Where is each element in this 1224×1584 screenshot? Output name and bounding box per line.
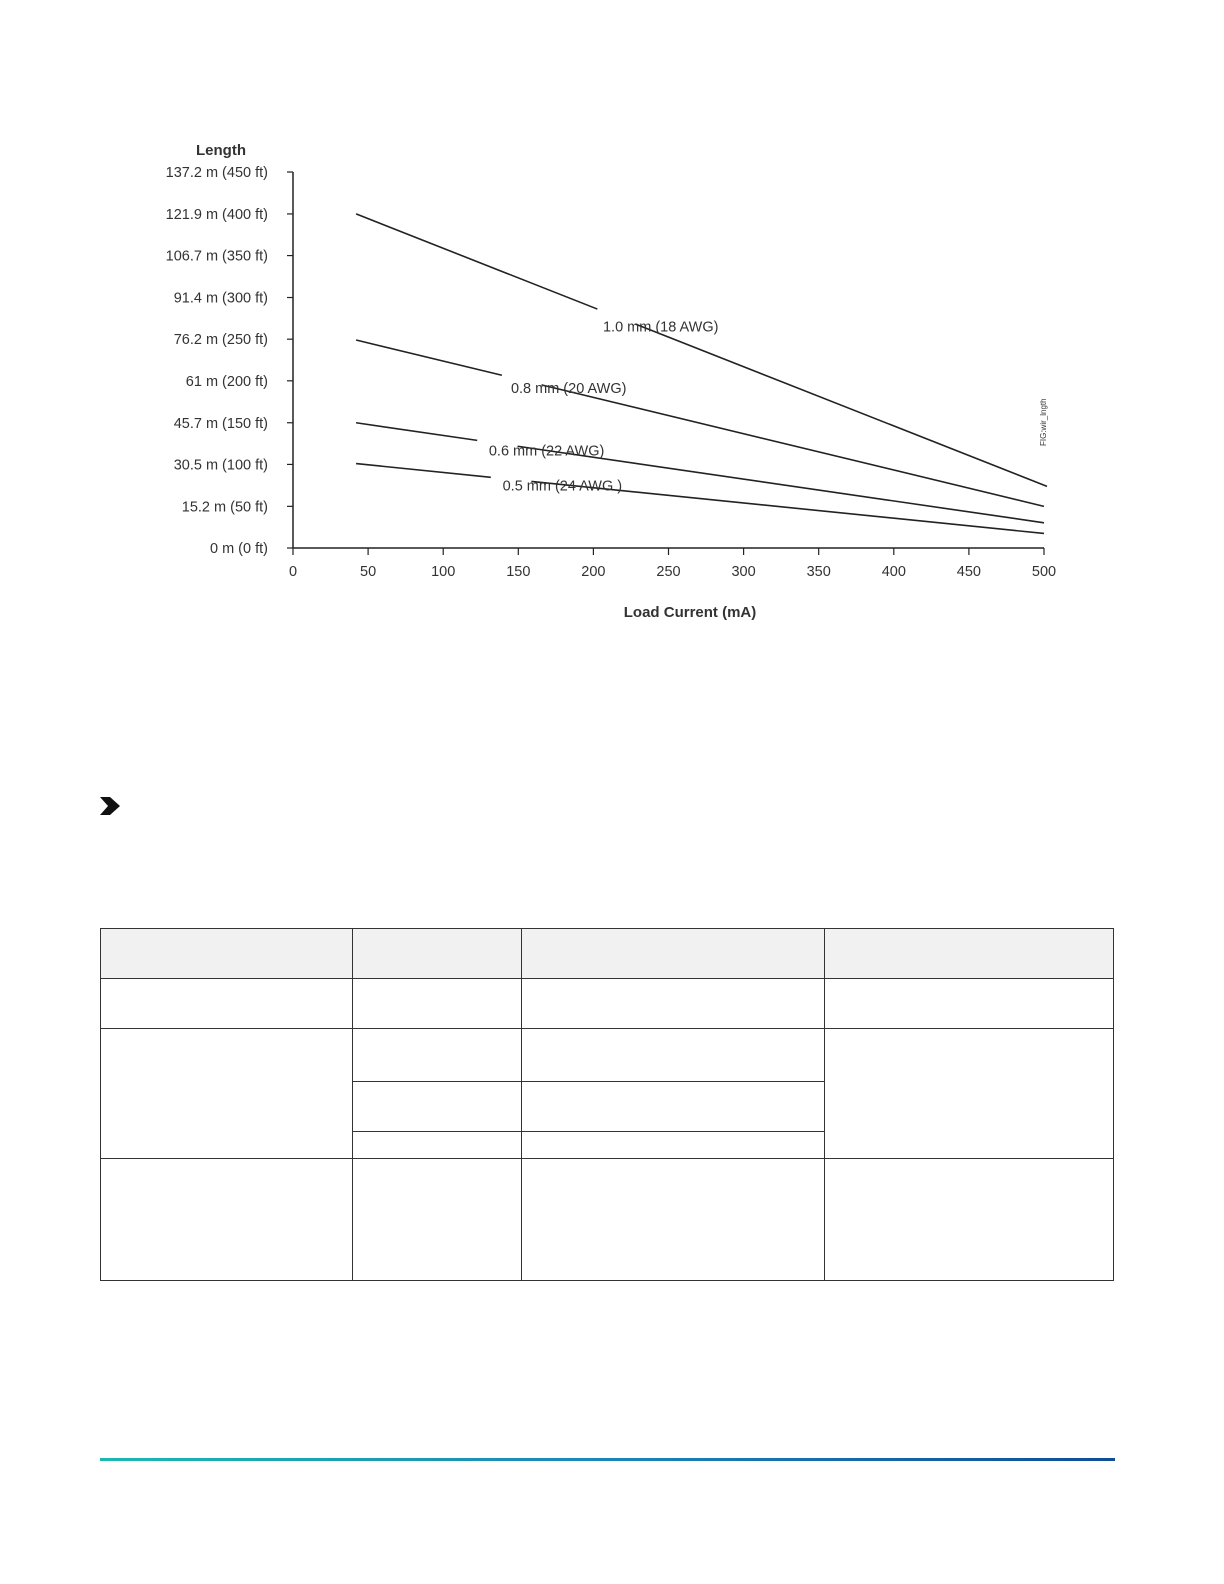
footer-rule [100, 1458, 1115, 1461]
x-tick-label: 100 [431, 564, 456, 580]
x-tick-label: 150 [506, 564, 531, 580]
chart-series [356, 214, 1047, 534]
table-cell [522, 1132, 825, 1159]
y-axis-title: Length [196, 142, 246, 159]
spec-table [100, 928, 1114, 1281]
table-cell [825, 1029, 1114, 1159]
table-cell [825, 1159, 1114, 1281]
y-tick-label: 0 m (0 ft) [209, 541, 268, 557]
x-tick-label: 200 [581, 564, 606, 580]
series-label: 0.5 mm (24 AWG ) [502, 478, 623, 495]
wire-length-chart [0, 0, 1224, 640]
header-cell [825, 929, 1114, 979]
series-line [356, 340, 1044, 506]
y-tick-label: 30.5 m (100 ft) [173, 457, 268, 474]
y-tick-label: 91.4 m (300 ft) [173, 290, 268, 307]
table-cell [353, 1132, 522, 1159]
header-cell [353, 929, 522, 979]
x-tick-label: 50 [360, 564, 377, 580]
table-row [101, 979, 1114, 1029]
x-tick-label: 250 [656, 564, 681, 580]
table-cell [522, 1029, 825, 1082]
table-header-row [101, 929, 1114, 979]
table-cell [522, 1082, 825, 1132]
y-tick-label: 45.7 m (150 ft) [173, 415, 268, 432]
y-tick-label: 106.7 m (350 ft) [165, 248, 268, 265]
y-tick-label: 15.2 m (50 ft) [181, 499, 268, 516]
table-cell [825, 979, 1114, 1029]
table-cell [353, 979, 522, 1029]
y-ticks [166, 165, 293, 557]
table-cell [353, 1082, 522, 1132]
x-tick-label: 350 [806, 564, 831, 580]
table-cell [101, 979, 353, 1029]
table-row [101, 1029, 1114, 1082]
table-row [101, 1159, 1114, 1281]
x-ticks [289, 548, 1056, 580]
chart-axes [293, 172, 1044, 548]
series-line [356, 423, 1044, 523]
table-cell [522, 1159, 825, 1281]
table-cell [353, 1029, 522, 1082]
table-cell [522, 979, 825, 1029]
x-tick-label: 450 [956, 564, 982, 580]
table-cell [101, 1159, 353, 1281]
series-label: 0.6 mm (22 AWG) [488, 443, 605, 460]
table-cell [353, 1159, 522, 1281]
series-line [356, 464, 1044, 534]
x-axis-title: Load Current (mA) [623, 604, 757, 621]
series-label: 0.8 mm (20 AWG) [510, 381, 627, 398]
x-tick-label: 0 [288, 564, 298, 580]
figure-watermark: FIG:wir_lngth [1039, 398, 1048, 446]
y-tick-label: 61 m (200 ft) [185, 373, 268, 390]
series-label: 1.0 mm (18 AWG) [602, 319, 719, 336]
table-cell [101, 1029, 353, 1159]
header-cell [101, 929, 353, 979]
chevron-right-icon [100, 797, 120, 815]
y-tick-label: 121.9 m (400 ft) [165, 206, 268, 223]
x-tick-label: 500 [1031, 564, 1057, 580]
x-tick-label: 400 [881, 564, 906, 580]
y-tick-label: 76.2 m (250 ft) [173, 332, 268, 349]
y-tick-label: 137.2 m (450 ft) [165, 165, 268, 181]
series-line [356, 214, 1047, 486]
x-tick-label: 300 [731, 564, 756, 580]
header-cell [522, 929, 825, 979]
